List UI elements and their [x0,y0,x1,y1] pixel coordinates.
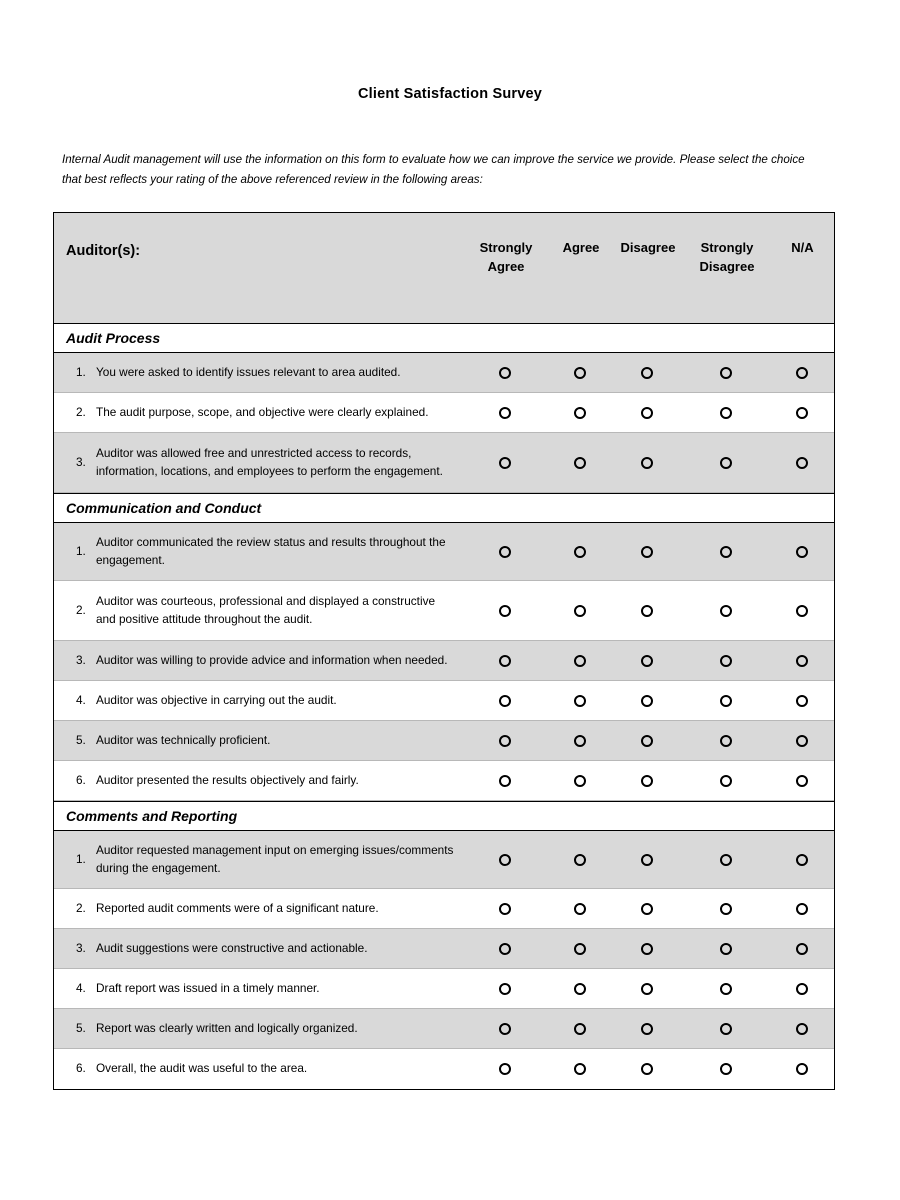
radio-agree[interactable] [548,693,612,709]
table-row [54,969,834,1009]
table-row [54,761,834,801]
question-number: 1. [76,851,86,866]
radio-disagree[interactable] [612,365,682,381]
question-text [54,889,462,928]
radio-strongly-agree[interactable] [462,981,548,997]
option-group [462,523,834,580]
radio-strongly-agree[interactable] [462,1061,548,1077]
question-number: 2. [76,900,86,915]
question-label: Auditor was willing to provide advice and information when needed. [96,652,448,667]
radio-circle-icon [499,983,511,995]
radio-strongly-agree[interactable] [462,852,548,868]
option-group [462,929,834,968]
question-label: Audit suggestions were constructive and actionable. [96,940,368,955]
option-group [462,353,834,392]
radio-agree[interactable] [548,405,612,421]
radio-strongly-disagree[interactable] [682,544,770,560]
radio-circle-icon [796,735,808,747]
question-number: 5. [76,732,86,747]
section-heading-communication-and-conduct: Communication and Conduct [54,493,834,523]
scale-header-na: N/A [791,240,814,255]
table-row [54,353,834,393]
radio-agree[interactable] [548,901,612,917]
option-group [462,581,834,640]
radio-circle-icon [720,1023,732,1035]
radio-na[interactable] [770,1021,833,1037]
question-number: 4. [76,980,86,995]
radio-circle-icon [796,546,808,558]
radio-disagree[interactable] [612,455,682,471]
radio-circle-icon [641,655,653,667]
question-label: Auditor was allowed free and unrestricted access to records, information, locations, and employees to perform the engagement. [96,445,443,478]
table-row [54,523,834,581]
radio-disagree[interactable] [612,405,682,421]
radio-circle-icon [574,605,586,617]
radio-circle-icon [720,943,732,955]
table-row [54,1009,834,1049]
radio-circle-icon [720,695,732,707]
radio-circle-icon [641,1023,653,1035]
radio-na[interactable] [770,773,833,789]
option-group [462,681,834,720]
option-group [462,761,834,800]
radio-circle-icon [641,605,653,617]
radio-strongly-disagree[interactable] [682,365,770,381]
table-row [54,433,834,493]
radio-circle-icon [574,457,586,469]
radio-disagree[interactable] [612,733,682,749]
radio-circle-icon [796,655,808,667]
radio-circle-icon [641,775,653,787]
option-group [462,1049,834,1089]
radio-circle-icon [574,546,586,558]
question-text [54,641,462,680]
radio-strongly-disagree[interactable] [682,405,770,421]
radio-agree[interactable] [548,1061,612,1077]
question-label: Report was clearly written and logically organized. [96,1020,358,1035]
radio-na[interactable] [770,544,833,560]
radio-circle-icon [720,457,732,469]
radio-circle-icon [796,605,808,617]
table-row [54,1049,834,1089]
table-row [54,889,834,929]
radio-strongly-disagree[interactable] [682,603,770,619]
radio-circle-icon [574,1063,586,1075]
radio-disagree[interactable] [612,852,682,868]
question-text [54,929,462,968]
radio-circle-icon [641,546,653,558]
question-number: 2. [76,404,86,419]
radio-agree[interactable] [548,455,612,471]
radio-strongly-disagree[interactable] [682,693,770,709]
radio-circle-icon [796,943,808,955]
scale-header-disagree: Disagree [620,240,676,255]
question-number: 6. [76,772,86,787]
radio-circle-icon [499,854,511,866]
radio-circle-icon [574,943,586,955]
auditors-label: Auditor(s): [66,243,141,259]
scale-header-strongly-disagree: Strongly Disagree [699,240,755,274]
radio-na[interactable] [770,941,833,957]
question-text [54,1009,462,1048]
radio-na[interactable] [770,852,833,868]
radio-circle-icon [720,854,732,866]
radio-circle-icon [574,775,586,787]
table-row [54,581,834,641]
question-text [54,831,462,888]
question-number: 1. [76,364,86,379]
radio-disagree[interactable] [612,981,682,997]
radio-circle-icon [720,983,732,995]
section-heading-comments-and-reporting: Comments and Reporting [54,801,834,831]
radio-circle-icon [641,695,653,707]
question-label: Auditor was objective in carrying out the audit. [96,692,337,707]
radio-circle-icon [574,655,586,667]
option-group [462,433,834,492]
radio-na[interactable] [770,693,833,709]
radio-circle-icon [574,983,586,995]
radio-circle-icon [720,735,732,747]
question-label: You were asked to identify issues relevant to area audited. [96,364,401,379]
radio-circle-icon [499,457,511,469]
radio-circle-icon [499,1063,511,1075]
radio-circle-icon [796,407,808,419]
option-group [462,393,834,432]
radio-na[interactable] [770,1061,833,1077]
radio-circle-icon [720,903,732,915]
question-label: Draft report was issued in a timely manner. [96,980,320,995]
radio-circle-icon [499,1023,511,1035]
radio-disagree[interactable] [612,544,682,560]
radio-circle-icon [499,655,511,667]
radio-circle-icon [796,1023,808,1035]
question-label: Reported audit comments were of a significant nature. [96,900,379,915]
radio-na[interactable] [770,733,833,749]
question-number: 2. [76,602,86,617]
section-heading-audit-process: Audit Process [54,324,834,353]
radio-circle-icon [641,943,653,955]
radio-strongly-agree[interactable] [462,941,548,957]
radio-disagree[interactable] [612,1021,682,1037]
question-label: Auditor communicated the review status and results throughout the engagement. [96,534,446,567]
radio-circle-icon [796,983,808,995]
radio-disagree[interactable] [612,693,682,709]
table-row [54,721,834,761]
radio-circle-icon [499,903,511,915]
table-row [54,681,834,721]
intro-paragraph: Internal Audit management will use the information on this form to evaluate how we can improve the service we provide. Please select the choice that best reflects your rating of the above referenced review in the following areas: [62,153,805,187]
radio-circle-icon [499,695,511,707]
question-text [54,761,462,800]
radio-circle-icon [796,903,808,915]
question-text [54,433,462,492]
scale-header-row [463,239,834,277]
option-group [462,641,834,680]
radio-strongly-agree[interactable] [462,603,548,619]
radio-strongly-disagree[interactable] [682,852,770,868]
radio-strongly-disagree[interactable] [682,941,770,957]
radio-strongly-agree[interactable] [462,544,548,560]
radio-na[interactable] [770,653,833,669]
question-label: The audit purpose, scope, and objective were clearly explained. [96,404,429,419]
radio-strongly-disagree[interactable] [682,981,770,997]
radio-circle-icon [574,735,586,747]
radio-strongly-disagree[interactable] [682,733,770,749]
radio-strongly-agree[interactable] [462,773,548,789]
radio-agree[interactable] [548,981,612,997]
radio-agree[interactable] [548,941,612,957]
radio-circle-icon [720,1063,732,1075]
radio-circle-icon [499,775,511,787]
table-header-band [54,213,834,324]
radio-circle-icon [499,407,511,419]
radio-strongly-disagree[interactable] [682,1021,770,1037]
question-number: 3. [76,940,86,955]
radio-circle-icon [574,695,586,707]
radio-circle-icon [499,546,511,558]
radio-strongly-disagree[interactable] [682,901,770,917]
radio-circle-icon [720,605,732,617]
radio-agree[interactable] [548,773,612,789]
radio-disagree[interactable] [612,941,682,957]
question-text [54,969,462,1008]
radio-circle-icon [641,903,653,915]
radio-na[interactable] [770,901,833,917]
radio-agree[interactable] [548,603,612,619]
page-title: Client Satisfaction Survey [357,86,543,102]
question-label: Auditor was technically proficient. [96,732,271,747]
radio-circle-icon [574,1023,586,1035]
radio-circle-icon [641,735,653,747]
question-text [54,393,462,432]
radio-circle-icon [641,367,653,379]
radio-circle-icon [499,367,511,379]
radio-strongly-disagree[interactable] [682,455,770,471]
radio-strongly-agree[interactable] [462,365,548,381]
radio-disagree[interactable] [612,773,682,789]
radio-circle-icon [641,854,653,866]
radio-na[interactable] [770,405,833,421]
option-group [462,1009,834,1048]
radio-agree[interactable] [548,544,612,560]
survey-table [53,212,835,1090]
radio-circle-icon [720,407,732,419]
option-group [462,831,834,888]
radio-circle-icon [720,655,732,667]
radio-circle-icon [796,854,808,866]
question-text [54,1049,462,1089]
radio-circle-icon [796,775,808,787]
radio-circle-icon [641,407,653,419]
radio-na[interactable] [770,981,833,997]
table-row [54,641,834,681]
question-text [54,581,462,640]
radio-circle-icon [574,367,586,379]
radio-na[interactable] [770,603,833,619]
radio-circle-icon [499,943,511,955]
radio-disagree[interactable] [612,653,682,669]
question-number: 6. [76,1061,86,1076]
radio-circle-icon [720,367,732,379]
radio-strongly-agree[interactable] [462,901,548,917]
option-group [462,889,834,928]
question-text [54,353,462,392]
option-group [462,969,834,1008]
radio-circle-icon [574,407,586,419]
question-number: 3. [76,652,86,667]
question-number: 4. [76,692,86,707]
radio-agree[interactable] [548,1021,612,1037]
option-group [462,721,834,760]
radio-circle-icon [720,775,732,787]
radio-circle-icon [641,1063,653,1075]
scale-header-agree: Agree [562,240,600,255]
question-text [54,721,462,760]
radio-circle-icon [574,854,586,866]
radio-agree[interactable] [548,733,612,749]
question-label: Auditor was courteous, professional and displayed a constructive and positive attitude throughout the audit. [96,593,436,626]
radio-strongly-agree[interactable] [462,405,548,421]
radio-strongly-disagree[interactable] [682,653,770,669]
question-number: 5. [76,1020,86,1035]
radio-strongly-agree[interactable] [462,693,548,709]
question-label: Auditor requested management input on emerging issues/comments during the engagement. [96,842,454,875]
radio-circle-icon [796,367,808,379]
radio-strongly-agree[interactable] [462,653,548,669]
table-row [54,393,834,433]
question-label: Overall, the audit was useful to the area. [96,1061,308,1076]
radio-agree[interactable] [548,653,612,669]
radio-na[interactable] [770,365,833,381]
question-text [54,681,462,720]
radio-circle-icon [641,457,653,469]
question-number: 3. [76,454,86,469]
radio-na[interactable] [770,455,833,471]
radio-circle-icon [499,735,511,747]
radio-agree[interactable] [548,365,612,381]
radio-circle-icon [796,457,808,469]
question-number: 1. [76,543,86,558]
table-row [54,831,834,889]
radio-strongly-agree[interactable] [462,1021,548,1037]
radio-disagree[interactable] [612,901,682,917]
radio-strongly-agree[interactable] [462,455,548,471]
radio-strongly-agree[interactable] [462,733,548,749]
radio-circle-icon [796,1063,808,1075]
table-row [54,929,834,969]
scale-header-strongly-agree: Strongly Agree [479,240,533,274]
radio-circle-icon [499,605,511,617]
question-label: Auditor presented the results objectively and fairly. [96,772,359,787]
radio-disagree[interactable] [612,1061,682,1077]
radio-strongly-disagree[interactable] [682,773,770,789]
radio-strongly-disagree[interactable] [682,1061,770,1077]
radio-circle-icon [796,695,808,707]
radio-circle-icon [641,983,653,995]
radio-disagree[interactable] [612,603,682,619]
radio-agree[interactable] [548,852,612,868]
question-text [54,523,462,580]
radio-circle-icon [720,546,732,558]
radio-circle-icon [574,903,586,915]
